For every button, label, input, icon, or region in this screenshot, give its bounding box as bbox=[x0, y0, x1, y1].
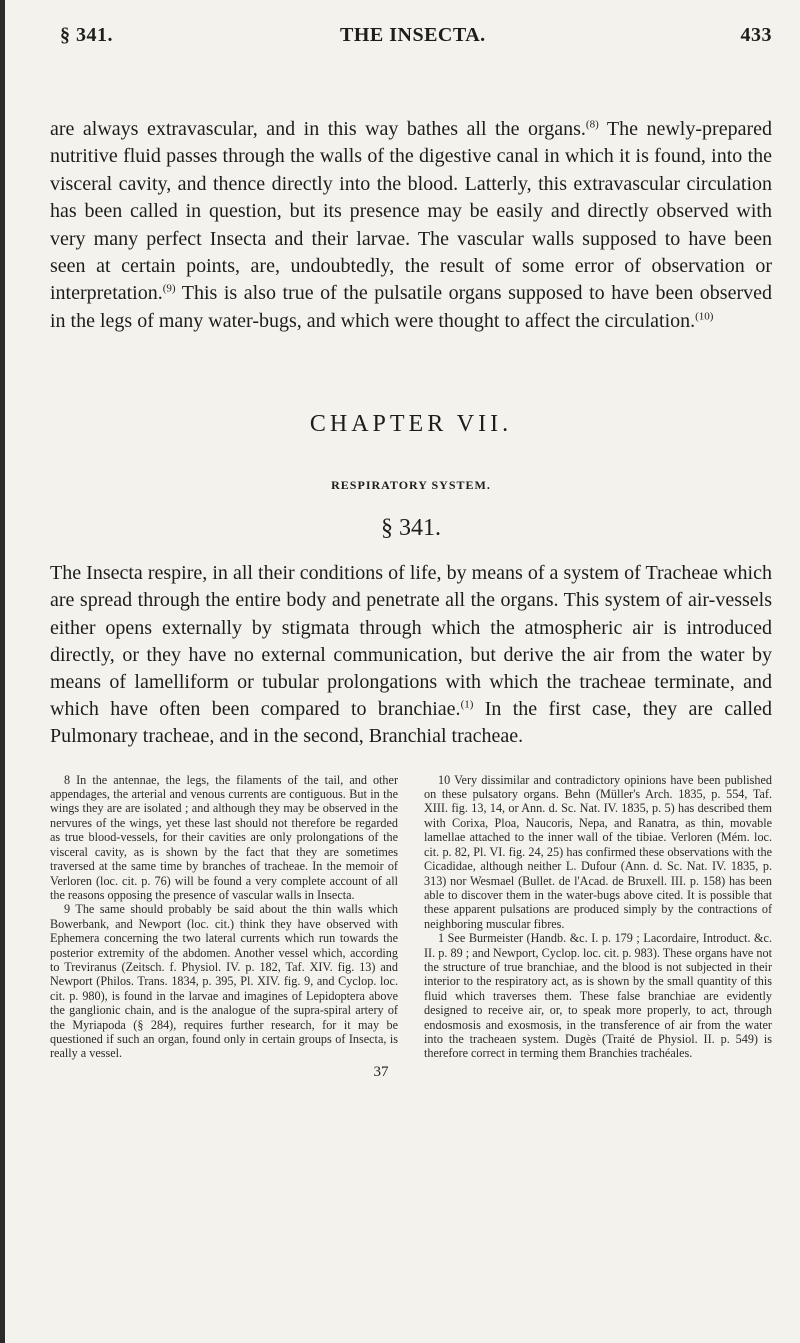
book-section-title: THE INSECTA. bbox=[340, 24, 486, 46]
footnote-1: 1 See Burmeister (Handb. &c. I. p. 179 ; Lacordaire, Introduct. &c. II. p. 89 ; and Newport, Cyclop. loc. cit. p. 983). These organs have not the structure of true branchiae, and the blood is not subjected in their interior to the respiratory act, as is shown by the small quantity of this fluid which traverses them. These false branchiae are evidently designed to receive air, or, to speak more properly, to act, through endosmosis and exosmosis, in the transference of air from the water into the tracheaen system. Dugès (Traité de Physiol. II. p. 549) is therefore correct in terming them Branchies trachéales. bbox=[424, 931, 772, 1061]
resp-text-run-2: In the first case, they are called Pulmonary tracheae, and in the second, Branchial tracheae. bbox=[50, 698, 772, 748]
footnotes-right-column bbox=[424, 773, 772, 1061]
chapter-title: CHAPTER VII. bbox=[309, 411, 513, 438]
book-page bbox=[50, 24, 772, 1081]
text-run-1: are always extravascular, and in this way bathes all the organs. bbox=[50, 118, 586, 140]
resp-text-run-1: The Insecta respire, in all their conditions of life, by means of a system of Tracheae which are spread through the entire body and penetrate all the organs. This system of air-vessels either opens externally by stigmata through which the atmospheric air is introduced directly, or they have no external communication, but derive the air from the water by means of lamelliform or tubular prolongations with which the tracheae terminate, and which have often been compared to branchiae. bbox=[50, 562, 772, 721]
section-heading: § 341. bbox=[381, 515, 441, 542]
footnote-ref-8: (8) bbox=[585, 118, 599, 131]
text-run-2: The newly-prepared nutritive fluid passes through the walls of the digestive canal in which it is found, into the visceral cavity, and thence directly into the blood. Latterly, this extravascular circulation has been called in question, but its presence may be easily and directly observed with very many perfect Insecta and their larvae. The vascular walls supposed to have been seen at certain points, are, undoubtedly, the result of some error of observation or interpretation. bbox=[50, 118, 772, 305]
page-folio: 433 bbox=[740, 24, 772, 46]
footnote-8: 8 In the antennae, the legs, the filaments of the tail, and other appendages, the arterial and venous currents are contiguous. But in the wings they are are isolated ; and although they may be observed in the nervures of the wings, yet these last should not therefore be regarded as true blood-vessels, for their cavities are only prolongations of the visceral cavity, as is shown by the fact that they are sometimes traversed at the same time by branches of tracheae. In the memoir of Verloren (loc. cit. p. 76) will be found a very complete account of all the reasons opposing the presence of vascular walls in Insecta. bbox=[50, 772, 398, 902]
footnotes-left-column bbox=[50, 773, 398, 1061]
page-number: 37 bbox=[373, 1063, 389, 1080]
footnote-ref-1: (1) bbox=[460, 698, 474, 711]
respiratory-paragraph bbox=[50, 560, 772, 750]
continued-text bbox=[50, 116, 772, 335]
footnote-9: 9 The same should probably be said about the thin walls which Bowerbank, and Newport (loc. cit.) think they have observed with Ephemera concerning the two lateral currents which run towards the posterior extremity of the abdomen. Another vessel which, according to Treviranus (Zeitsch. f. Physiol. IV. p. 182, Taf. XIV. fig. 13) and Newport (Philos. Trans. 1834, p. 395, Pl. XIV. fig. 9, and Cyclop. loc. cit. p. 980), is found in the larvae and imagines of Lepidoptera above the ganglionic chain, and is the analogue of the supra-spiral artery of the Myriapoda (§ 284), requires further research, for it may be questioned if such an organ, found only in certain groups of Insecta, is really a vessel. bbox=[50, 902, 398, 1061]
page-edge-shadow bbox=[0, 0, 5, 1343]
footnote-ref-9: (9) bbox=[162, 282, 176, 295]
continued-paragraph bbox=[50, 116, 772, 335]
running-head bbox=[50, 24, 772, 60]
footnote-10: 10 Very dissimilar and contradictory opinions have been published on these pulsatory organs. Behn (Müller's Arch. 1835, p. 554, Taf. XIII. fig. 13, 14, or Ann. d. Sc. Nat. IV. 1835, p. 5) has described them with Corixa, Ploa, Naucoris, Nepa, and Ranatra, as thin, movable lamellae attached to the inner wall of the tibiae. Verloren (Mém. loc. cit. p. 82, Pl. VI. fig. 24, 25) has confirmed these observations with the Cicadidae, although neither L. Dufour (Ann. d. Sc. Nat. IV. 1835, p. 313) nor Wesmael (Bullet. de l'Acad. de Bruxell. III. p. 158) has been able to discover them in the water-bugs above cited. It is possible that these apparent pulsations are produced simply by the contractions of neighboring muscular fibres. bbox=[424, 772, 772, 931]
section-marker: § 341. bbox=[60, 24, 113, 46]
text-run-3: This is also true of the pulsatile organs supposed to have been observed in the legs of many water-bugs, and which were thought to affect the circulation. bbox=[50, 282, 772, 332]
footnotes bbox=[50, 773, 772, 1061]
footnote-ref-10: (10) bbox=[695, 310, 714, 323]
chapter-subtitle: RESPIRATORY SYSTEM. bbox=[331, 478, 491, 493]
